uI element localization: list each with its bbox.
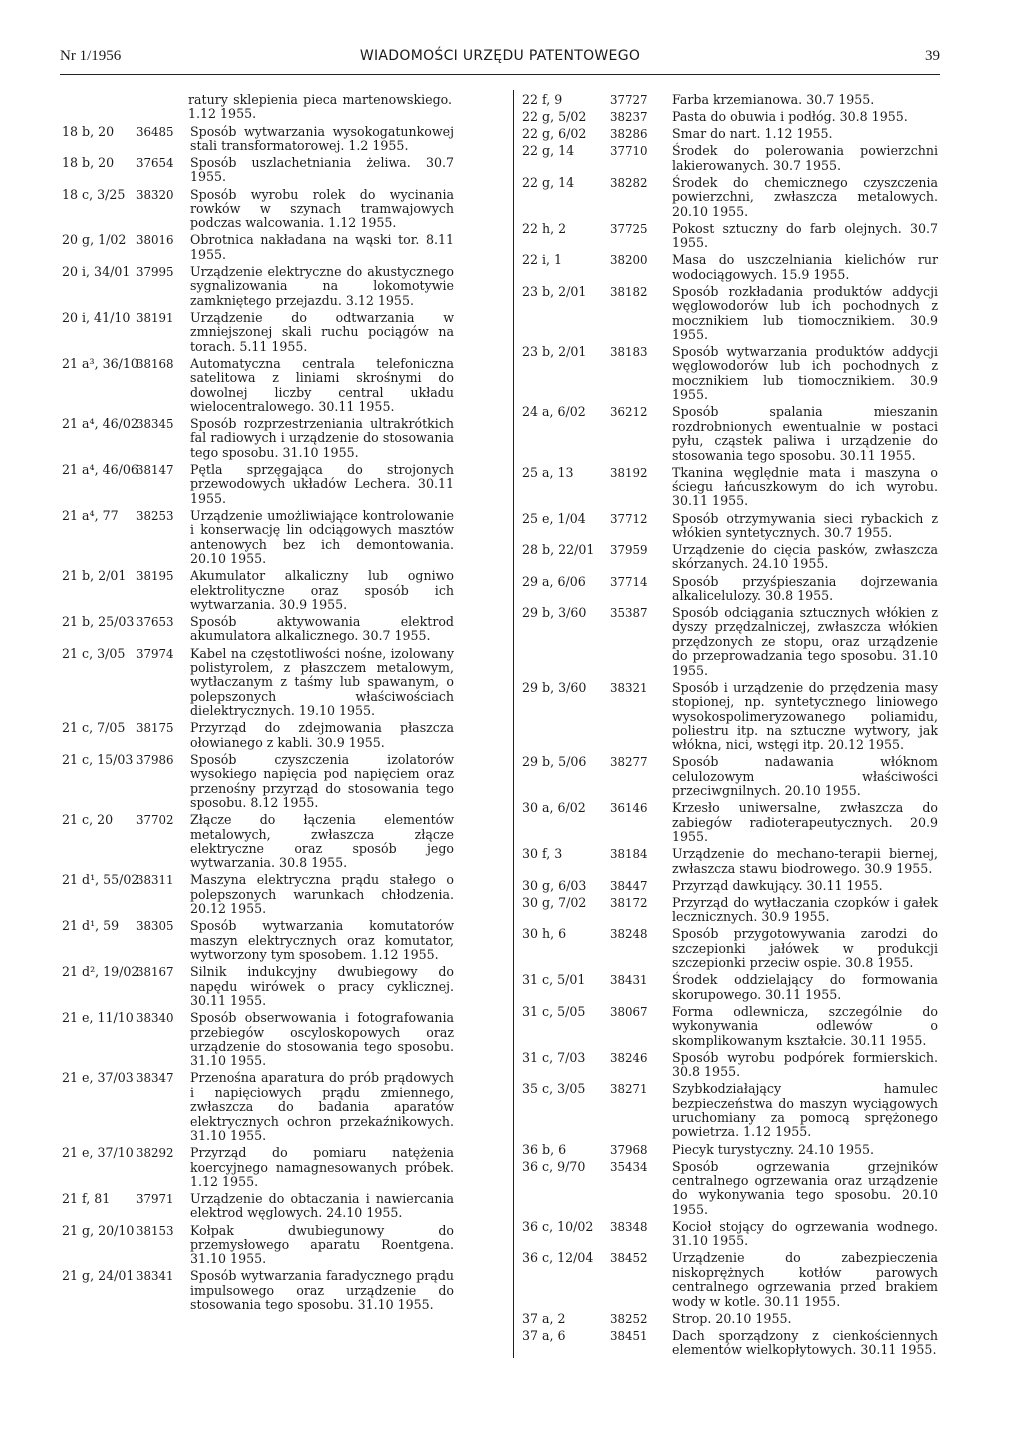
patent-number: 38153 xyxy=(136,1223,174,1238)
patent-number: 38451 xyxy=(610,1328,648,1343)
patent-number: 37968 xyxy=(610,1142,648,1157)
patent-entry xyxy=(522,606,946,678)
patent-number: 37971 xyxy=(136,1192,174,1207)
patent-entry xyxy=(522,110,946,124)
patent-entry xyxy=(522,1160,946,1218)
patent-class: 29 b, 5/06 xyxy=(522,754,587,770)
patent-number: 38277 xyxy=(610,755,648,770)
patent-description: Sposób przyśpieszania dojrzewania alkalicelulozy. 30.8 1955. xyxy=(672,573,938,603)
patent-number: 38311 xyxy=(136,873,174,888)
issue-number: Nr 1/1956 xyxy=(60,48,122,64)
patent-entry xyxy=(522,466,946,509)
patent-entry xyxy=(60,721,510,750)
patent-description: Akumulator alkaliczny lub ogniwo elektrolityczne oraz sposób ich wytwarzania. 30.9 1955. xyxy=(190,568,454,612)
patent-entry xyxy=(60,188,510,231)
patent-description: Kabel na częstotliwości nośne, izolowany polistyrolem, z płaszczem metalowym, wytłaczanym z taśmy lub spawanym, o polepszonych właściwościach dielektrycznych. 19.10 1955. xyxy=(190,645,454,719)
patent-description: Farba krzemianowa. 30.7 1955. xyxy=(672,92,875,107)
patent-entry xyxy=(522,1329,946,1358)
patent-description: Sposób spalania mieszanin rozdrobnionych ewentualnie w postaci pyłu, cząstek paliwa i urządzenie do stosowania tego sposobu. 30.11 1955. xyxy=(672,404,938,463)
patent-number: 37959 xyxy=(610,543,648,558)
patent-description: Automatyczna centrala telefoniczna satelitowa z liniami skrośnymi do dowolnej liczby central układu wielocentralowego. 30.11 1955. xyxy=(190,355,454,414)
patent-entry xyxy=(522,405,946,463)
patent-number: 38172 xyxy=(610,895,648,910)
patent-description: Przyrząd dawkujący. 30.11 1955. xyxy=(672,877,883,893)
patent-number: 36485 xyxy=(136,124,174,139)
patent-class: 22 f, 9 xyxy=(522,92,563,107)
patent-number: 38195 xyxy=(136,569,174,584)
patent-class: 21 b, 25/03 xyxy=(62,614,135,630)
patent-number: 38200 xyxy=(610,253,648,268)
patent-entry xyxy=(60,647,510,719)
patent-description: Piecyk turystyczny. 24.10 1955. xyxy=(672,1141,875,1157)
patent-number: 38192 xyxy=(610,465,648,480)
patent-class: 21 d¹, 59 xyxy=(62,918,120,934)
patent-description: Maszyna elektryczna prądu stałego o polepszonych warunkach chłodzenia. 20.12 1955. xyxy=(190,872,454,917)
patent-entry xyxy=(522,93,946,107)
patent-entry xyxy=(522,681,946,753)
patent-description: Sposób odciągania sztucznych włókien z dyszy przędzalniczej, zwłaszcza włókien przędzonych ze stopu, oraz urządzenie do przeprowadzania tego sposobu. 31.10 1955. xyxy=(672,605,938,678)
patent-description: Szybkodziałający hamulec bezpieczeństwa do maszyn wyciągowych uruchomiany za pomocą sprężonego powietrza. 1.12 1955. xyxy=(672,1081,938,1140)
patent-entry xyxy=(522,847,946,876)
patent-entry xyxy=(522,575,946,604)
patent-class: 21 d¹, 55/02 xyxy=(62,872,140,888)
patent-entry xyxy=(522,1312,946,1326)
patent-class: 36 c, 10/02 xyxy=(522,1218,594,1234)
patent-entry xyxy=(60,1146,510,1189)
patent-number: 38292 xyxy=(136,1146,174,1161)
patent-number: 38320 xyxy=(136,187,174,202)
patent-number: 37725 xyxy=(610,221,648,236)
patent-number: 38252 xyxy=(610,1311,648,1326)
header-rule xyxy=(60,74,940,75)
patent-entry xyxy=(522,253,946,282)
patent-number: 38452 xyxy=(610,1251,648,1266)
patent-number: 38237 xyxy=(610,110,648,125)
patent-description: Sposób uszlachetniania żeliwa. 30.7 1955. xyxy=(190,155,454,185)
patent-class: 18 b, 20 xyxy=(62,155,115,170)
patent-entry xyxy=(60,1071,510,1143)
right-column xyxy=(522,93,946,1360)
patent-description: Sposób wytwarzania wysokogatunkowej stali transformatorowej. 1.2 1955. xyxy=(190,123,454,153)
patent-description: Urządzenie elektryczne do akustycznego sygnalizowania na lokomotywie zamkniętego przejazdu. 3.12 1955. xyxy=(190,263,454,308)
patent-description: Przyrząd do wytłaczania czopków i gałek lecznicznych. 30.9 1955. xyxy=(672,894,938,925)
patent-class: 30 g, 6/03 xyxy=(522,877,587,893)
patent-number: 38348 xyxy=(610,1219,648,1234)
patent-description: Przenośna aparatura do prób prądowych i napięciowych prądu zmiennego, zwłaszcza do badania aparatów elektrycznych ochron przekaźnikowych. 31.10 1955. xyxy=(190,1070,454,1144)
patent-entry xyxy=(522,755,946,798)
patent-entry xyxy=(60,1269,510,1312)
patent-entry xyxy=(522,543,946,572)
patent-number: 37702 xyxy=(136,813,174,828)
patent-entry xyxy=(522,1005,946,1048)
patent-description: Urządzenie do mechano-terapii biernej, zwłaszcza stawu biodrowego. 30.9 1955. xyxy=(672,846,938,876)
patent-class: 21 c, 15/03 xyxy=(62,751,134,767)
patent-number: 38248 xyxy=(610,927,648,942)
patent-class: 21 a⁴, 46/02 xyxy=(62,416,139,432)
patent-class: 21 c, 7/05 xyxy=(62,720,126,736)
patent-number: 38246 xyxy=(610,1050,648,1065)
patent-entry xyxy=(60,357,510,415)
patent-description: Urządzenie do odtwarzania w zmniejszonej skali ruchu pociągów na torach. 5.11 1955. xyxy=(190,309,454,354)
patent-description: Dach sporządzony z cienkościennych elementów wielkopłytowych. 30.11 1955. xyxy=(672,1327,938,1358)
patent-number: 38184 xyxy=(610,847,648,862)
patent-description: Środek do polerowania powierzchni lakierowanych. 30.7 1955. xyxy=(672,143,938,173)
patent-class: 21 c, 20 xyxy=(62,812,114,828)
patent-description: Pokost sztuczny do farb olejnych. 30.7 1955. xyxy=(672,220,938,251)
patent-class: 23 b, 2/01 xyxy=(522,283,587,299)
patent-description: Środek oddzielający do formowania skorupowego. 30.11 1955. xyxy=(672,972,938,1002)
patent-number: 37974 xyxy=(136,646,174,661)
patent-entry xyxy=(522,176,946,219)
patent-entry xyxy=(522,1143,946,1157)
patent-number: 38341 xyxy=(136,1269,174,1284)
patent-number: 37986 xyxy=(136,752,174,767)
patent-number: 38286 xyxy=(610,127,648,142)
patent-class: 22 g, 14 xyxy=(522,143,575,159)
patent-class: 20 g, 1/02 xyxy=(62,232,127,248)
patent-entry xyxy=(60,125,510,154)
patent-description: Urządzenie do zabezpieczenia niskoprężnych kotłów parowych centralnego ogrzewania przed brakiem wody w kotle. 30.11 1955. xyxy=(672,1250,938,1309)
patent-class: 30 h, 6 xyxy=(522,926,567,942)
patent-class: 21 b, 2/01 xyxy=(62,568,127,584)
patent-description: Pasta do obuwia i podłóg. 30.8 1955. xyxy=(672,109,908,125)
patent-class: 22 h, 2 xyxy=(522,220,567,236)
patent-entry xyxy=(522,512,946,541)
patent-class: 21 c, 3/05 xyxy=(62,645,126,661)
patent-number: 38175 xyxy=(136,721,174,736)
patent-description: Sposób wyrobu rolek do wycinania rowków w szynach tramwajowych podczas walcowania. 1.12 1955. xyxy=(190,186,454,231)
patent-number: 38182 xyxy=(610,284,648,299)
patent-class: 31 c, 5/01 xyxy=(522,972,586,988)
patent-class: 29 a, 6/06 xyxy=(522,573,586,589)
patent-class: 18 b, 20 xyxy=(62,123,115,139)
patent-class: 36 b, 6 xyxy=(522,1141,567,1157)
patent-entry xyxy=(60,156,510,185)
patent-class: 22 g, 5/02 xyxy=(522,109,587,125)
patent-number: 38016 xyxy=(136,233,174,248)
patent-class: 21 d², 19/02 xyxy=(62,964,140,980)
patent-class: 20 i, 34/01 xyxy=(62,263,131,279)
patent-number: 38167 xyxy=(136,965,174,980)
left-column xyxy=(60,93,510,1315)
patent-number: 38067 xyxy=(610,1004,648,1019)
patent-description: Sposób wyrobu podpórek formierskich. 30.8 1955. xyxy=(672,1049,938,1080)
patent-class: 31 c, 7/03 xyxy=(522,1049,586,1065)
patent-description: Sposób rozkładania produktów addycji węglowodorów lub ich pochodnych z mocznikiem lub tiomocznikiem. 30.9 1955. xyxy=(672,283,938,342)
patent-entry xyxy=(60,265,510,308)
patent-class: 28 b, 22/01 xyxy=(522,542,595,558)
patent-entry xyxy=(60,965,510,1008)
patent-description: Urządzenie do obtaczania i nawiercania elektrod węglowych. 24.10 1955. xyxy=(190,1191,454,1221)
patent-entry xyxy=(522,927,946,970)
patent-description: Urządzenie umożliwiające kontrolowanie i konserwację lin odciągowych masztów antenowych bez ich demontowania. 20.10 1955. xyxy=(190,507,454,567)
patent-description: Sposób przygotowywania zarodzi do szczepionki jałówek w produkcji szczepionki przeciw ospie. 30.8 1955. xyxy=(672,926,938,971)
patent-number: 38282 xyxy=(610,175,648,190)
patent-description: Sposób otrzymywania sieci rybackich z włókien syntetycznych. 30.7 1955. xyxy=(672,510,938,540)
patent-class: 25 a, 13 xyxy=(522,464,574,480)
patent-entry xyxy=(60,919,510,962)
patent-number: 35387 xyxy=(610,606,648,621)
patent-class: 35 c, 3/05 xyxy=(522,1081,586,1097)
patent-class: 29 b, 3/60 xyxy=(522,679,587,695)
column-divider xyxy=(513,90,514,1358)
patent-entry xyxy=(522,1220,946,1249)
patent-entry xyxy=(60,813,510,871)
patent-description: Kołpak dwubiegunowy do przemysłowego aparatu Roentgena. 31.10 1955. xyxy=(190,1222,454,1267)
patent-entry xyxy=(60,93,510,122)
patent-description: Sposób aktywowania elektrod akumulatora alkalicznego. 30.7 1955. xyxy=(190,614,454,644)
patent-description: Sposób wytwarzania produktów addycji węglowodorów lub ich pochodnych z mocznikiem lub tiomocznikiem. 30.9 1955. xyxy=(672,344,938,403)
patent-description: Złącze do łączenia elementów metalowych, zwłaszcza złącze elektryczne oraz sposób jego wytwarzania. 30.8 1955. xyxy=(190,812,454,871)
patent-description: Masa do uszczelniania kielichów rur wodociągowych. 15.9 1955. xyxy=(672,252,938,282)
patent-description: Sposób ogrzewania grzejników centralnego ogrzewania oraz urządzenie do wykonywania tego sposobu. 20.10 1955. xyxy=(672,1158,938,1217)
patent-description: Urządzenie do cięcia pasków, zwłaszcza skórzanych. 24.10 1955. xyxy=(672,542,938,572)
patent-number: 38191 xyxy=(136,310,174,325)
patent-class: 21 e, 37/03 xyxy=(62,1070,134,1086)
patent-description: Tkanina węględnie mata i maszyna o ściegu łańcuszkowym do ich wyrobu. 30.11 1955. xyxy=(672,464,938,509)
patent-entry xyxy=(60,873,510,916)
patent-number: 37712 xyxy=(610,511,648,526)
patent-description: ratury sklepienia pieca martenowskiego. 1.12 1955. xyxy=(188,92,452,122)
patent-class: 24 a, 6/02 xyxy=(522,404,586,420)
patent-number: 38271 xyxy=(610,1082,648,1097)
patent-number: 38431 xyxy=(610,973,648,988)
patent-class: 37 a, 2 xyxy=(522,1310,566,1326)
patent-description: Sposób nadawania włóknom celulozowym właściwości przeciwgnilnych. 20.10 1955. xyxy=(672,754,938,799)
patent-description: Przyrząd do zdejmowania płaszcza ołowianego z kabli. 30.9 1955. xyxy=(190,720,454,750)
patent-entry xyxy=(60,1011,510,1069)
patent-class: 20 i, 41/10 xyxy=(62,309,131,325)
patent-description: Silnik indukcyjny dwubiegowy do napędu wirówek o pracy cyklicznej. 30.11 1955. xyxy=(190,964,454,1009)
patent-entry xyxy=(60,569,510,612)
patent-class: 31 c, 5/05 xyxy=(522,1003,586,1019)
patent-number: 38253 xyxy=(136,508,174,523)
patent-class: 22 g, 6/02 xyxy=(522,126,587,142)
patent-entry xyxy=(522,801,946,844)
patent-description: Sposób wytwarzania komutatorów maszyn elektrycznych oraz komutator, wytworzony tym sposobem. 1.12 1955. xyxy=(190,918,454,963)
patent-description: Smar do nart. 1.12 1955. xyxy=(672,126,833,142)
patent-class: 21 a⁴, 77 xyxy=(62,507,119,523)
patent-class: 22 i, 1 xyxy=(522,252,563,268)
patent-entry xyxy=(522,1051,946,1080)
patent-number: 37653 xyxy=(136,615,174,630)
patent-description: Pętla sprzęgająca do strojonych przewodowych układów Lechera. 30.11 1955. xyxy=(190,461,454,506)
patent-number: 36212 xyxy=(610,405,648,420)
patent-entry xyxy=(60,753,510,811)
patent-entry xyxy=(522,144,946,173)
patent-entry xyxy=(522,345,946,403)
patent-class: 21 g, 20/10 xyxy=(62,1222,135,1238)
patent-entry xyxy=(60,311,510,354)
patent-entry xyxy=(522,879,946,893)
patent-entry xyxy=(60,417,510,460)
patent-class: 23 b, 2/01 xyxy=(522,344,587,359)
patent-number: 37654 xyxy=(136,156,174,170)
patent-number: 37710 xyxy=(610,144,648,159)
patent-class: 18 c, 3/25 xyxy=(62,186,126,202)
patent-class: 30 g, 7/02 xyxy=(522,894,587,910)
patent-entry xyxy=(60,615,510,644)
patent-number: 38168 xyxy=(136,356,174,371)
patent-class: 36 c, 9/70 xyxy=(522,1158,586,1174)
patent-description: Sposób wytwarzania faradycznego prądu impulsowego oraz urządzenie do stosowania tego sposobu. 31.10 1955. xyxy=(190,1268,454,1313)
patent-entry xyxy=(60,463,510,506)
patent-number: 36146 xyxy=(610,801,648,816)
patent-number: 38447 xyxy=(610,878,648,893)
patent-description: Krzesło uniwersalne, zwłaszcza do zabiegów radioterapeutycznych. 20.9 1955. xyxy=(672,800,938,845)
patent-description: Sposób i urządzenie do przędzenia masy stopionej, np. syntetycznego liniowego wysokospolimeryzowanego poliamidu, poliestru itp. na sztuczne wytwory, jak włókna, nici, wstęgi itp. 20.12 1955. xyxy=(672,679,938,753)
patent-entry xyxy=(522,973,946,1002)
patent-number: 38347 xyxy=(136,1071,174,1086)
patent-class: 25 e, 1/04 xyxy=(522,510,586,526)
patent-description: Obrotnica nakładana na wąski tor. 8.11 1955. xyxy=(190,232,454,262)
patent-entry xyxy=(522,222,946,251)
patent-class: 21 g, 24/01 xyxy=(62,1268,135,1284)
patent-description: Środek do chemicznego czyszczenia powierzchni, zwłaszcza metalowych. 20.10 1955. xyxy=(672,174,938,219)
patent-class: 37 a, 6 xyxy=(522,1327,566,1343)
patent-entry xyxy=(522,285,946,343)
patent-class: 22 g, 14 xyxy=(522,174,575,190)
patent-class: 30 a, 6/02 xyxy=(522,800,586,816)
patent-entry xyxy=(60,233,510,262)
patent-entry xyxy=(522,1082,946,1140)
patent-number: 38345 xyxy=(136,417,174,432)
patent-description: Strop. 20.10 1955. xyxy=(672,1310,792,1326)
patent-number: 37714 xyxy=(610,574,648,589)
patent-class: 36 c, 12/04 xyxy=(522,1250,594,1266)
patent-description: Przyrząd do pomiaru natężenia koercyjnego namagnesowanych próbek. 1.12 1955. xyxy=(190,1145,454,1189)
patent-class: 21 e, 37/10 xyxy=(62,1145,134,1161)
patent-description: Sposób obserwowania i fotografowania przebiegów oscyloskopowych oraz urządzenie do stosowania tego sposobu. 31.10 1955. xyxy=(190,1010,454,1069)
patent-class: 21 f, 81 xyxy=(62,1191,111,1207)
patent-entry xyxy=(522,1251,946,1309)
patent-number: 38147 xyxy=(136,462,174,477)
patent-number: 38305 xyxy=(136,919,174,934)
patent-number: 38321 xyxy=(610,680,648,695)
patent-entry xyxy=(60,1224,510,1267)
patent-entry xyxy=(60,509,510,567)
page-number: 39 xyxy=(925,48,940,64)
patent-entry xyxy=(60,1192,510,1221)
patent-description: Sposób rozprzestrzeniania ultrakrótkich fal radiowych i urządzenie do stosowania tego sposobu. 31.10 1955. xyxy=(190,416,454,460)
patent-class: 21 a⁴, 46/06 xyxy=(62,461,139,477)
patent-entry xyxy=(522,896,946,925)
patent-class: 30 f, 3 xyxy=(522,846,563,862)
patent-class: 29 b, 3/60 xyxy=(522,605,587,621)
patent-number: 35434 xyxy=(610,1159,648,1174)
patent-description: Sposób czyszczenia izolatorów wysokiego napięcia pod napięciem oraz przenośny przyrząd do stosowania tego sposobu. 8.12 1955. xyxy=(190,751,454,810)
patent-class: 21 e, 11/10 xyxy=(62,1010,134,1026)
patent-number: 37995 xyxy=(136,264,174,279)
patent-description: Kocioł stojący do ogrzewania wodnego. 31.10 1955. xyxy=(672,1218,938,1249)
patent-number: 38183 xyxy=(610,345,648,359)
patent-number: 37727 xyxy=(610,93,648,107)
patent-number: 38340 xyxy=(136,1011,174,1026)
patent-entry xyxy=(522,127,946,141)
page-header xyxy=(60,48,940,70)
patent-class: 21 a³, 36/10 xyxy=(62,355,139,371)
patent-description: Forma odlewnicza, szczególnie do wykonywania odlewów o skomplikowanym kształcie. 30.11 1955. xyxy=(672,1003,938,1048)
journal-title: WIADOMOŚCI URZĘDU PATENTOWEGO xyxy=(359,48,641,64)
